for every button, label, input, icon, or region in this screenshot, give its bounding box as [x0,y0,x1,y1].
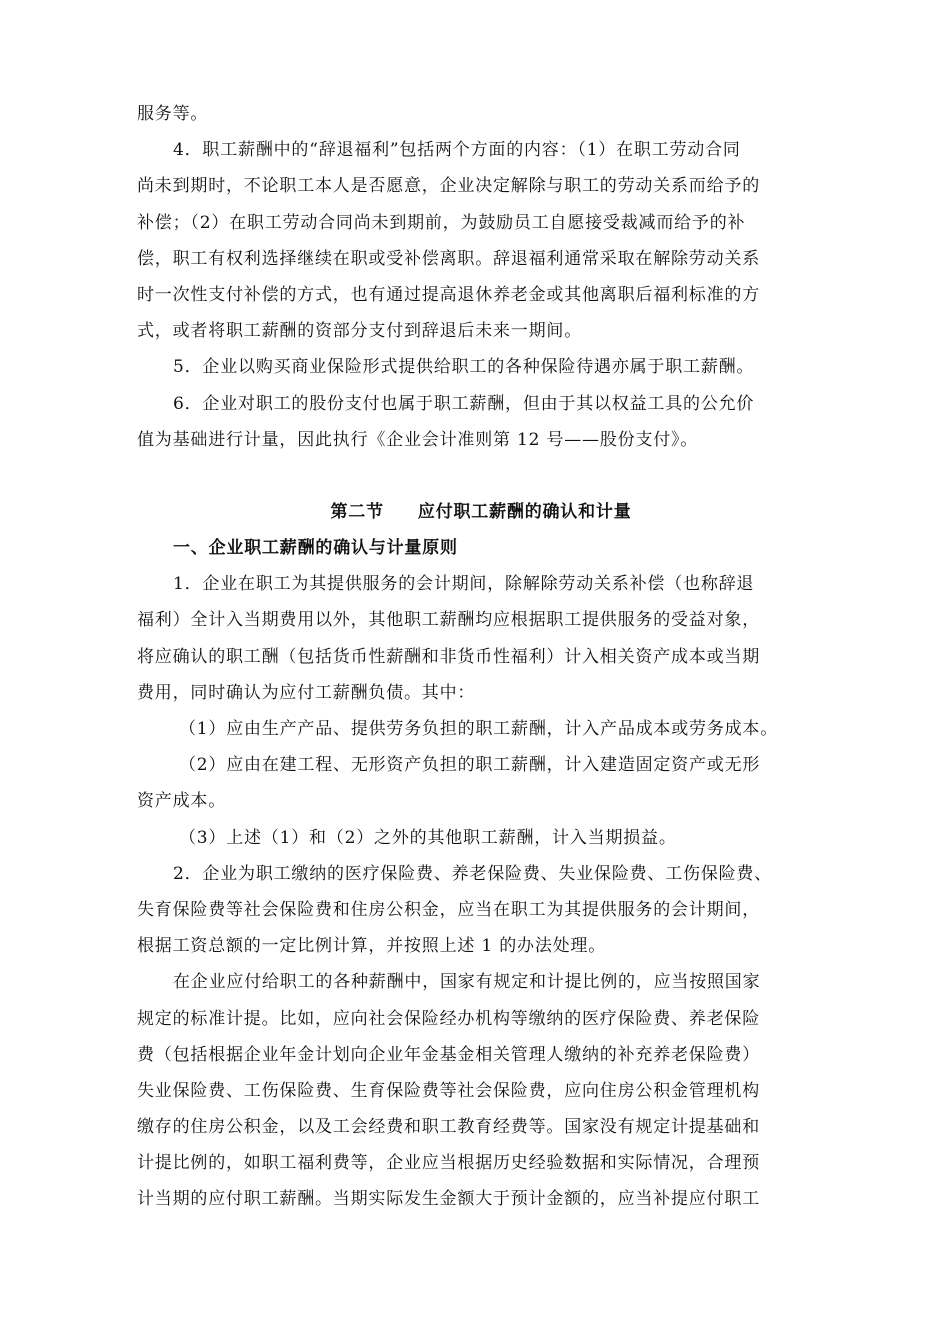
text-line: 服务等。 [137,104,209,124]
text-line: 时一次性支付补偿的方式，也有通过提高退休养老金或其他离职后福利标准的方 [137,284,760,305]
text-line: 2．企业为职工缴纳的医疗保险费、养老保险费、失业保险费、工伤保险费、 [173,863,773,884]
text-line: 补偿；（2）在职工劳动合同尚未到期前，为鼓励员工自愿接受裁减而给予的补 [137,212,746,233]
text-line: 计提比例的，如职工福利费等，企业应当根据历史经验数据和实际情况，合理预 [137,1153,760,1174]
blank-line [137,458,825,494]
text-line: （1）应由生产产品、提供劳务负担的职工薪酬，计入产品成本或劳务成本。 [179,719,779,739]
text-line: 福利）全计入当期费用以外，其他职工薪酬均应根据职工提供服务的受益对象， [137,610,760,631]
text-line: 值为基础进行计量，因此执行《企业会计准则第 12 号——股份支付》。 [137,429,699,450]
text-line: 4．职工薪酬中的“辞退福利”包括两个方面的内容：（1）在职工劳动合同 [173,140,741,161]
text-line: 式，或者将职工薪酬的资部分支付到辞退后未来一期间。 [137,321,582,342]
body-text [137,96,825,1218]
section-label: 第二节 [330,501,384,522]
text-line: 资产成本。 [137,791,226,812]
text-line: 缴存的住房公积金，以及工会经费和职工教育经费等。国家没有规定计提基础和 [137,1117,760,1138]
text-line: 1．企业在职工为其提供服务的会计期间，除解除劳动关系补偿（也称辞退 [173,574,755,595]
text-line: 规定的标准计提。比如，应向社会保险经办机构等缴纳的医疗保险费、养老保险 [137,1008,760,1029]
text-line: 根据工资总额的一定比例计算，并按照上述 1 的办法处理。 [137,936,607,957]
text-line: 在企业应付给职工的各种薪酬中，国家有规定和计提比例的，应当按照国家 [173,972,761,993]
text-line: 失育保险费等社会保险费和住房公积金，应当在职工为其提供服务的会计期间， [137,899,760,920]
text-line: 计当期的应付职工薪酬。当期实际发生金额大于预计金额的，应当补提应付职工 [137,1189,760,1210]
text-line: 尚未到期时，不论职工本人是否愿意，企业决定解除与职工的劳动关系而给予的 [137,176,760,197]
text-line: 偿，职工有权利选择继续在职或受补偿离职。辞退福利通常采取在解除劳动关系 [137,248,760,269]
text-line: （2）应由在建工程、无形资产负担的职工薪酬，计入建造固定资产或无形 [179,755,761,776]
text-line: 失业保险费、工伤保险费、生育保险费等社会保险费，应向住房公积金管理机构 [137,1080,760,1101]
text-line: （3）上述（1）和（2）之外的其他职工薪酬，计入当期损益。 [179,827,677,848]
section-heading [137,494,825,530]
text-line: 费用，同时确认为应付工薪酬负债。其中： [137,682,476,703]
text-line: 费（包括根据企业年金计划向企业年金基金相关管理人缴纳的补充养老保险费） [137,1044,760,1065]
text-line: 5．企业以购买商业保险形式提供给职工的各种保险待遇亦属于职工薪酬。 [173,357,755,378]
text-line: 将应确认的职工酬（包括货币性薪酬和非货币性福利）计入相关资产成本或当期 [137,646,760,667]
subheading: 一、企业职工薪酬的确认与计量原则 [173,538,458,559]
section-title: 应付职工薪酬的确认和计量 [417,501,632,522]
text-line: 6．企业对职工的股份支付也属于职工薪酬，但由于其以权益工具的公允价 [173,393,755,414]
